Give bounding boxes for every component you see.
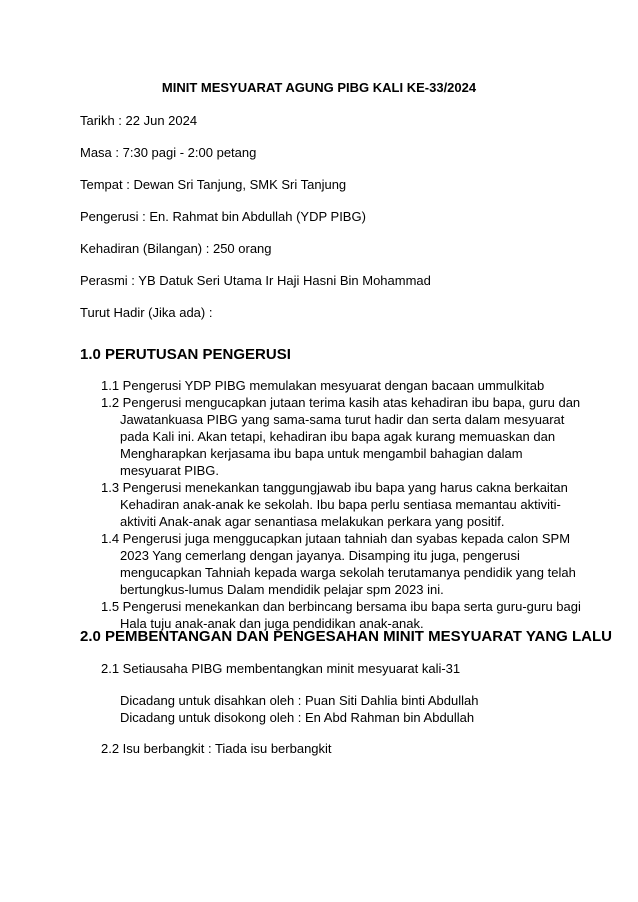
meta-date: Tarikh : 22 Jun 2024 [80, 113, 198, 128]
proposed-by: Dicadang untuk disahkan oleh : Puan Siti Dahlia binti Abdullah [120, 693, 479, 708]
meta-chairperson: Pengerusi : En. Rahmat bin Abdullah (YDP PIBG) [80, 209, 366, 224]
document-title: MINIT MESYUARAT AGUNG PIBG KALI KE-33/2024 [161, 80, 477, 95]
list-item: 1.5 Pengerusi menekankan dan berbincang bersama ibu bapa serta guru-guru bagi Hala tuju anak-anak dan juga pendidikan anak-anak. [101, 599, 581, 631]
section-1-list [101, 377, 581, 632]
list-item: 1.4 Pengerusi juga menggucapkan jutaan tahniah dan syabas kepada calon SPM 2023 Yang cemerlang dengan jayanya. Disamping itu juga, pengerusi mengucapkan Tahniah kepada warga sekolah terutamanya pendidik yang telah bertungkus-lumus Dalam mendidik pelajar spm 2023 ini. [101, 531, 576, 597]
seconded-by: Dicadang untuk disokong oleh : En Abd Rahman bin Abdullah [120, 710, 475, 725]
list-item: 1.3 Pengerusi menekankan tanggungjawab ibu bapa yang harus cakna berkaitan Kehadiran anak-anak ke sekolah. Ibu bapa perlu sentiasa memantau aktiviti-aktiviti Anak-anak agar senantiasa melakukan perkara yang positif. [101, 480, 568, 529]
meta-attendance: Kehadiran (Bilangan) : 250 orang [80, 241, 272, 256]
meta-time: Masa : 7:30 pagi - 2:00 petang [80, 145, 257, 160]
section-2-item-1: 2.1 Setiausaha PIBG membentangkan minit mesyuarat kali-31 [101, 661, 461, 676]
section-2-heading: 2.0 PEMBENTANGAN DAN PENGESAHAN MINIT MESYUARAT YANG LALU [80, 628, 612, 645]
meta-officiator: Perasmi : YB Datuk Seri Utama Ir Haji Hasni Bin Mohammad [80, 273, 431, 288]
section-1-heading: 1.0 PERUTUSAN PENGERUSI [80, 346, 291, 363]
list-item: 1.1 Pengerusi YDP PIBG memulakan mesyuarat dengan bacaan ummulkitab [101, 378, 545, 393]
list-item: 1.2 Pengerusi mengucapkan jutaan terima kasih atas kehadiran ibu bapa, guru dan Jawatankuasa PIBG yang sama-sama turut hadir dan serta dalam mesyuarat pada Kali ini. Akan tetapi, kehadiran ibu bapa agak kurang memuaskan dan Mengharapkan kerjasama ibu bapa untuk mengambil bahagian dalam mesyuarat PIBG. [101, 395, 581, 478]
meta-also-present: Turut Hadir (Jika ada) : [80, 305, 213, 320]
meta-venue: Tempat : Dewan Sri Tanjung, SMK Sri Tanjung [80, 177, 347, 192]
section-2-item-2: 2.2 Isu berbangkit : Tiada isu berbangkit [101, 741, 332, 756]
